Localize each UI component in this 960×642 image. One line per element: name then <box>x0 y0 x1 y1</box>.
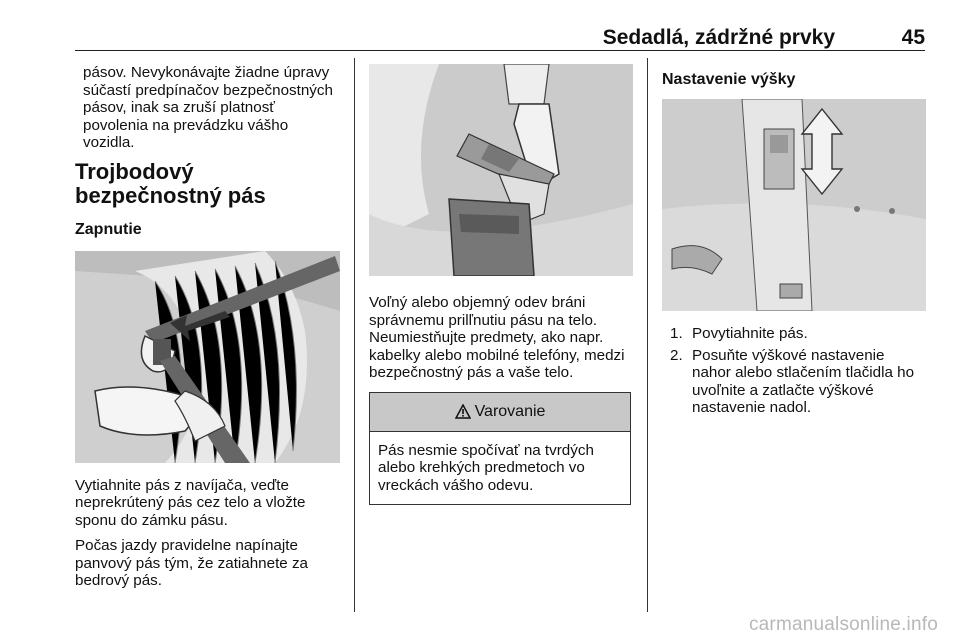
header-rule <box>75 50 925 51</box>
warning-header <box>370 393 630 432</box>
watermark: carmanualsonline.info <box>748 614 938 635</box>
warning-triangle-icon <box>455 404 471 419</box>
page-header <box>75 26 925 50</box>
column-divider-2 <box>647 58 648 612</box>
buckle-illustration <box>369 64 633 276</box>
section-title: Sedadlá, zádržné prvky <box>602 26 835 49</box>
subheading-fastening: Zapnutie <box>75 220 142 238</box>
column-3 <box>662 64 926 421</box>
fastening-caption-2: Počas jazdy pravidelne napínajte panvový pás tým, že zatiahnete za bedrový pás. <box>75 537 309 589</box>
warning-title: Varovanie <box>474 402 546 420</box>
column-divider-1 <box>354 58 355 612</box>
list-item: 2. Posuňte výškové nastavenie nahor alebo stlačením tlačidla ho uvoľnite a zatlačte výškové nastavenie nadol. <box>670 346 915 416</box>
warning-body <box>370 432 630 505</box>
clothing-note: Voľný alebo objemný odev bráni správnemu prilľnutiu pásu na telo. Neumiestňujte predmety, ako napr. kabelky alebo mobilné telefóny, medzi bezpečnostný pás a vaše telo. <box>369 294 625 381</box>
warning-text: Pás nesmie spočívať na tvrdých alebo krehkých predmetoch vo vreckách vášho odevu. <box>378 441 594 494</box>
column-1 <box>75 64 340 598</box>
page-number: 45 <box>901 26 925 49</box>
height-adjust-heading: Nastavenie výšky <box>662 71 796 88</box>
height-adjuster-illustration <box>662 99 926 311</box>
section-heading: Trojbodový bezpečnostný pás <box>75 158 266 208</box>
list-item: 1. Povytiahnite pás. <box>670 325 808 342</box>
height-adjust-steps <box>662 325 926 417</box>
column-2 <box>369 64 633 505</box>
warning-box <box>369 392 631 506</box>
fastening-caption-1: Vytiahnite pás z navíjača, veďte neprekrútený pás cez telo a vložte sponu do zámku pásu. <box>75 476 306 529</box>
seatbelt-fastening-illustration <box>75 251 340 463</box>
intro-paragraph: pásov. Nevykonávajte žiadne úpravy súčastí predpínačov bezpečnostných pásov, inak sa zruší platnosť povolenia na prevádzku vášho vozidla. <box>83 64 333 151</box>
